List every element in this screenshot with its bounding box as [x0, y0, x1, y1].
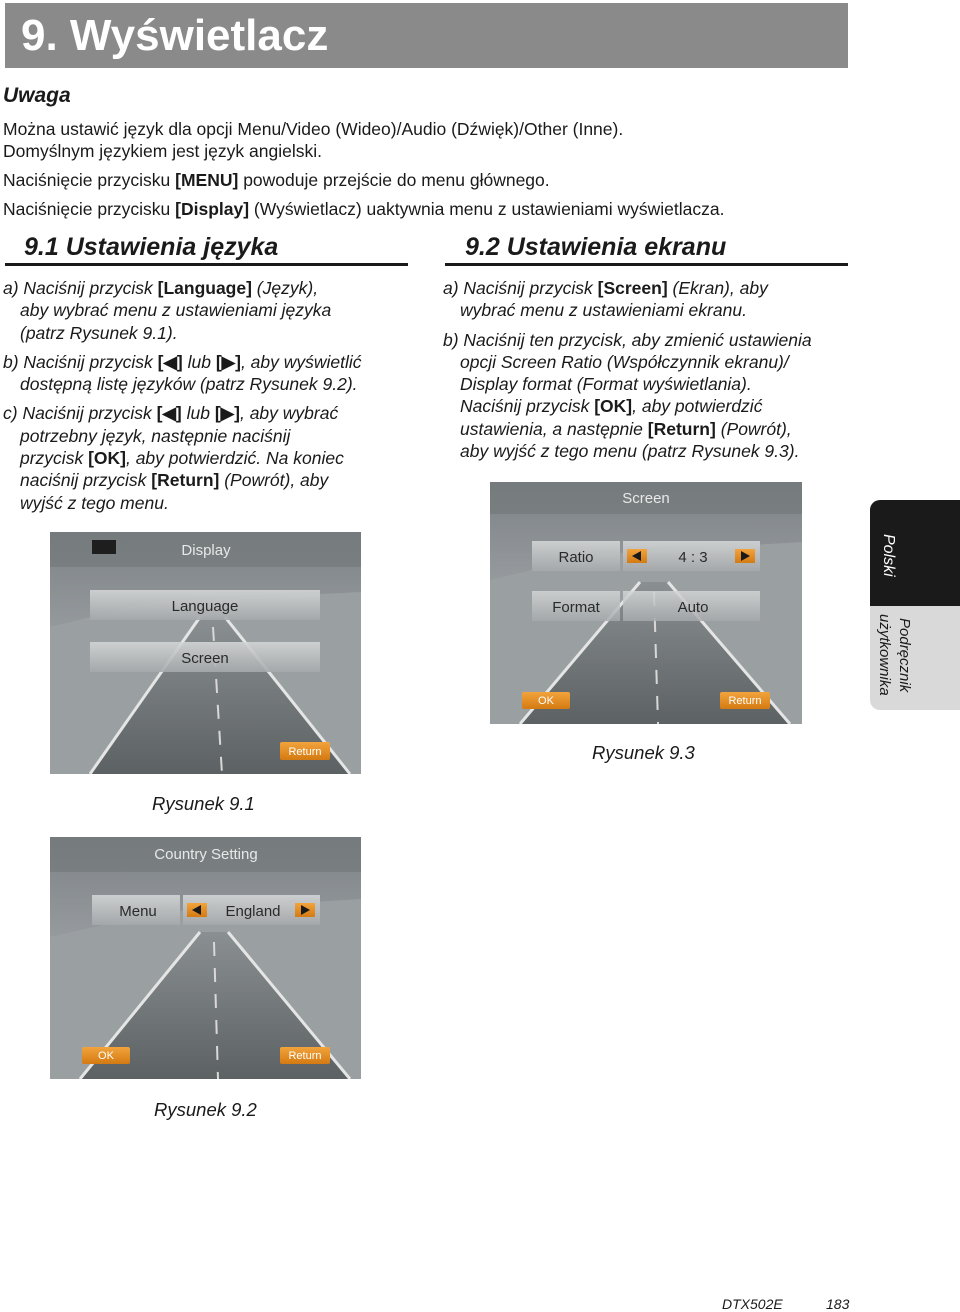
display-key-ref: [Display]: [175, 199, 250, 219]
step-a-line-3: (patrz Rysunek 9.1).: [20, 322, 178, 343]
side-tab-manual-label: Podręcznik: [896, 618, 913, 693]
step-a-text: a) Naciśnij przycisk: [443, 278, 598, 298]
section-9-2-steps: [443, 277, 863, 462]
step-b: b) Naciśnij ten przycisk, aby zmienić ustawienia: [443, 329, 812, 350]
language-label: Language: [171, 598, 239, 615]
step-c: [3, 402, 423, 424]
note-line-2: Domyślnym językiem jest język angielski.: [3, 141, 322, 161]
step-b-text: b) Naciśnij przycisk: [3, 351, 158, 372]
return-label: Return: [288, 746, 322, 758]
ok-key-ref: [OK]: [88, 448, 126, 469]
step-a-line-2: wybrać menu z ustawieniami ekranu.: [460, 300, 747, 321]
step-c-rest: , aby wybrać: [239, 403, 339, 424]
note-title: Uwaga: [3, 84, 71, 107]
step-c-line-2: potrzebny język, następnie naciśnij: [20, 425, 291, 446]
left-key-ref: [◀]: [157, 351, 183, 372]
note-line-4-rest: (Wyświetlacz) uaktywnia menu z ustawieniami wyświetlacza.: [249, 199, 725, 219]
figure-9-1-screenshot: [50, 532, 361, 774]
section-9-2-title: 9.2 Ustawienia ekranu: [465, 233, 727, 261]
note-line-3-text: Naciśnięcie przycisku: [3, 170, 176, 190]
step-a-line-2: aby wybrać menu z ustawieniami języka: [20, 300, 332, 321]
step-c-line-4-rest: (Powrót), aby: [219, 470, 329, 491]
step-b-or: lub: [182, 351, 216, 372]
side-tab-language-label: Polski: [880, 534, 897, 577]
right-key-ref: [▶]: [214, 403, 240, 424]
step-a: [443, 277, 863, 299]
step-b-line-5-rest: (Powrót),: [715, 418, 792, 439]
format-label: Format: [552, 599, 600, 616]
fig2-title: Country Setting: [154, 846, 258, 863]
footer-page-number: 183: [826, 1296, 850, 1312]
chapter-header: [5, 3, 848, 68]
figure-9-2-screenshot: [50, 837, 361, 1079]
figure-9-2-caption: Rysunek 9.2: [154, 1099, 257, 1120]
note-line-1: Można ustawić język dla opcji Menu/Video (Wideo)/Audio (Dźwięk)/Other (Inne).: [3, 119, 624, 139]
figure-9-1-caption: Rysunek 9.1: [152, 793, 255, 814]
format-value: Auto: [677, 599, 709, 616]
step-b-line-2: opcji Screen Ratio (Współczynnik ekranu)/: [460, 351, 789, 372]
step-b-line-3: Display format (Format wyświetlania).: [460, 374, 752, 395]
menu-key-ref: [MENU]: [175, 170, 239, 190]
return-key-ref: [Return]: [647, 418, 716, 439]
right-key-ref: [▶]: [215, 351, 241, 372]
ok-key-ref: [OK]: [594, 396, 633, 417]
step-a-rest: (Ekran), aby: [667, 278, 768, 298]
note-line-4-text: Naciśnięcie przycisku: [3, 199, 176, 219]
step-b-line-5-text: ustawienia, a następnie: [460, 418, 648, 439]
step-b-line-4-rest: , aby potwierdzić: [632, 396, 763, 417]
step-b-line-6: aby wyjść z tego menu (patrz Rysunek 9.3).: [460, 441, 800, 462]
section-9-1-steps: [3, 277, 423, 514]
step-a-rest: (Język),: [251, 278, 319, 298]
fig1-title: Display: [181, 542, 231, 559]
side-tab-manual: [870, 606, 960, 710]
step-c-text: c) Naciśnij przycisk: [3, 403, 157, 424]
figure-9-3-screenshot: [490, 482, 802, 724]
return-label: Return: [288, 1050, 322, 1062]
step-c-line-3-text: przycisk: [20, 448, 89, 469]
left-key-ref: [◀]: [156, 403, 182, 424]
step-b-line-2: dostępną listę języków (patrz Rysunek 9.2).: [20, 374, 358, 395]
ok-label: OK: [98, 1050, 114, 1062]
screen-label: Screen: [181, 650, 229, 667]
side-tab-language: [870, 500, 960, 606]
note-line-4: [3, 199, 724, 220]
step-b: [3, 351, 423, 373]
step-c-line-4-text: naciśnij przycisk: [20, 470, 152, 491]
step-c-or: lub: [181, 403, 215, 424]
section-9-1-rule: [5, 263, 408, 266]
step-c-line-3: [3, 447, 423, 469]
note-line-3-rest: powoduje przejście do menu głównego.: [238, 170, 550, 190]
step-c-line-3-rest: , aby potwierdzić. Na koniec: [125, 448, 344, 469]
step-a: [3, 277, 423, 299]
section-9-1-title: 9.1 Ustawienia języka: [24, 233, 279, 261]
footer-model: DTX502E: [722, 1296, 783, 1312]
chapter-title: 9. Wyświetlacz: [21, 11, 329, 60]
fig3-title: Screen: [622, 490, 670, 507]
return-label: Return: [728, 695, 762, 707]
step-b-line-4: [443, 395, 863, 417]
menu-label: Menu: [119, 903, 157, 920]
step-b-line-4-text: Naciśnij przycisk: [460, 396, 595, 417]
section-9-2-rule: [445, 263, 848, 266]
language-value: England: [225, 903, 281, 920]
display-icon: [92, 540, 116, 554]
ok-label: OK: [538, 695, 554, 707]
figure-9-3-caption: Rysunek 9.3: [592, 742, 695, 763]
language-key-ref: [Language]: [157, 278, 252, 298]
step-c-line-5: wyjść z tego menu.: [20, 492, 169, 513]
step-c-line-4: [3, 469, 423, 491]
step-a-text: a) Naciśnij przycisk: [3, 278, 158, 298]
step-b-rest: , aby wyświetlić: [240, 351, 362, 372]
step-b-line-5: [443, 418, 863, 440]
ratio-value: 4 : 3: [678, 549, 708, 566]
return-key-ref: [Return]: [151, 470, 220, 491]
screen-key-ref: [Screen]: [597, 278, 668, 298]
ratio-label: Ratio: [558, 549, 594, 566]
side-tab-user-label: użytkownika: [876, 614, 893, 696]
note-line-3: [3, 170, 550, 191]
